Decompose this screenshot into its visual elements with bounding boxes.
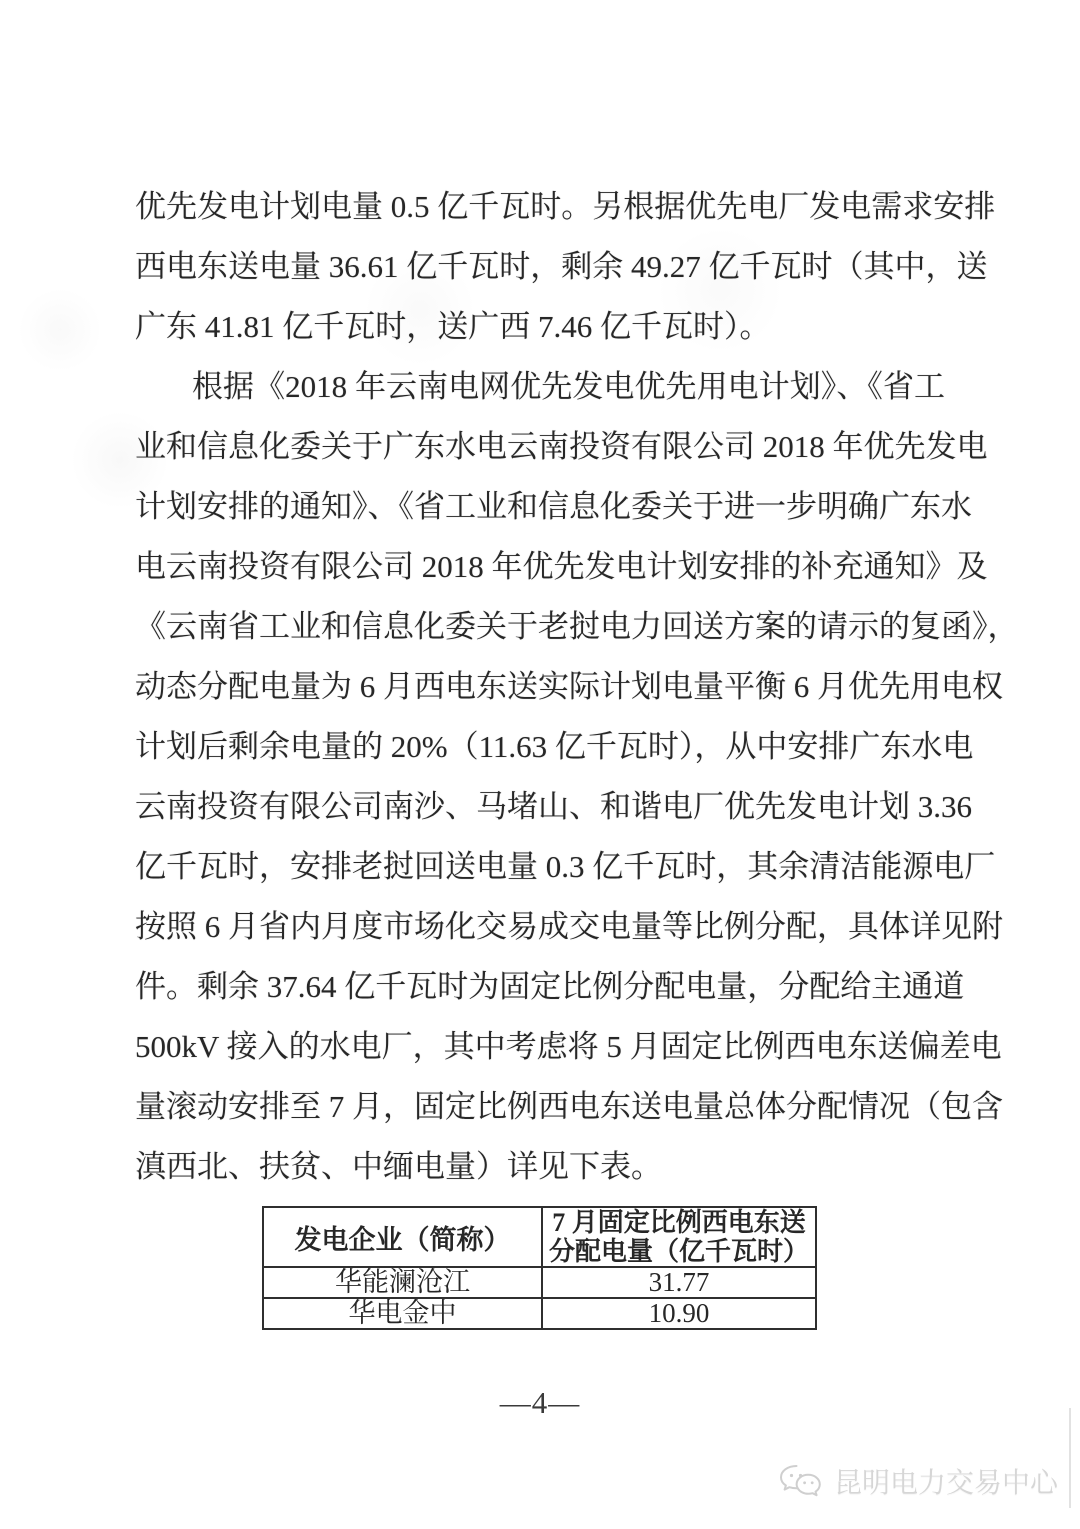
body-text <box>135 177 1019 1197</box>
text-line: 广东 41.81 亿千瓦时，送广西 7.46 亿千瓦时）。 <box>135 309 771 344</box>
wechat-icon <box>776 1461 828 1501</box>
table-cell-company: 华能澜沧江 <box>263 1267 542 1298</box>
text-line: 云南投资有限公司南沙、马堵山、和谐电厂优先发电计划 3.36 <box>135 789 972 824</box>
table-header-row <box>263 1207 816 1267</box>
table-row <box>263 1298 816 1329</box>
table-header-allocation-line2: 分配电量（亿千瓦时） <box>548 1237 809 1266</box>
text-line: 计划后剩余电量的 20%（11.63 亿千瓦时），从中安排广东水电 <box>135 729 974 764</box>
text-line: 量滚动安排至 7 月，固定比例西电东送电量总体分配情况（包含 <box>135 1089 1003 1124</box>
text-line: 《云南省工业和信息化委关于老挝电力回送方案的请示的复函》， <box>135 609 1019 644</box>
table-header-allocation <box>542 1207 816 1267</box>
allocation-table <box>262 1206 817 1330</box>
table-cell-company: 华电金中 <box>263 1298 542 1329</box>
text-line: 500kV 接入的水电厂，其中考虑将 5 月固定比例西电东送偏差电 <box>135 1029 1002 1064</box>
text-line: 业和信息化委关于广东水电云南投资有限公司 2018 年优先发电 <box>135 429 988 464</box>
text-line: 西电东送电量 36.61 亿千瓦时，剩余 49.27 亿千瓦时（其中，送 <box>135 249 988 284</box>
table-header-allocation-line1: 7 月固定比例西电东送 <box>552 1208 806 1237</box>
text-line: 动态分配电量为 6 月西电东送实际计划电量平衡 6 月优先用电权 <box>135 669 1003 704</box>
text-line: 计划安排的通知》、《省工业和信息化委关于进一步明确广东水 <box>135 489 972 524</box>
text-line: 电云南投资有限公司 2018 年优先发电计划安排的补充通知》及 <box>135 549 988 584</box>
table-header-company: 发电企业（简称） <box>263 1207 542 1267</box>
table-cell-value: 10.90 <box>542 1298 816 1329</box>
table-row <box>263 1267 816 1298</box>
text-line: 按照 6 月省内月度市场化交易成交电量等比例分配，具体详见附 <box>135 909 1003 944</box>
text-line: 件。剩余 37.64 亿千瓦时为固定比例分配电量，分配给主通道 <box>135 969 965 1004</box>
text-line: 滇西北、扶贫、中缅电量）详见下表。 <box>135 1149 662 1184</box>
footer-brand: 昆明电力交易中心 <box>834 1467 1059 1498</box>
text-line: 根据《2018 年云南电网优先发电优先用电计划》、《省工 <box>192 369 945 404</box>
scan-artifact-line <box>1069 1408 1071 1508</box>
footer-watermark <box>776 1458 1058 1504</box>
table-cell-value: 31.77 <box>542 1267 816 1298</box>
page-number: —4— <box>499 1385 581 1420</box>
text-line: 优先发电计划电量 0.5 亿千瓦时。另根据优先电厂发电需求安排 <box>135 189 996 224</box>
text-line: 亿千瓦时，安排老挝回送电量 0.3 亿千瓦时，其余清洁能源电厂 <box>135 849 996 884</box>
